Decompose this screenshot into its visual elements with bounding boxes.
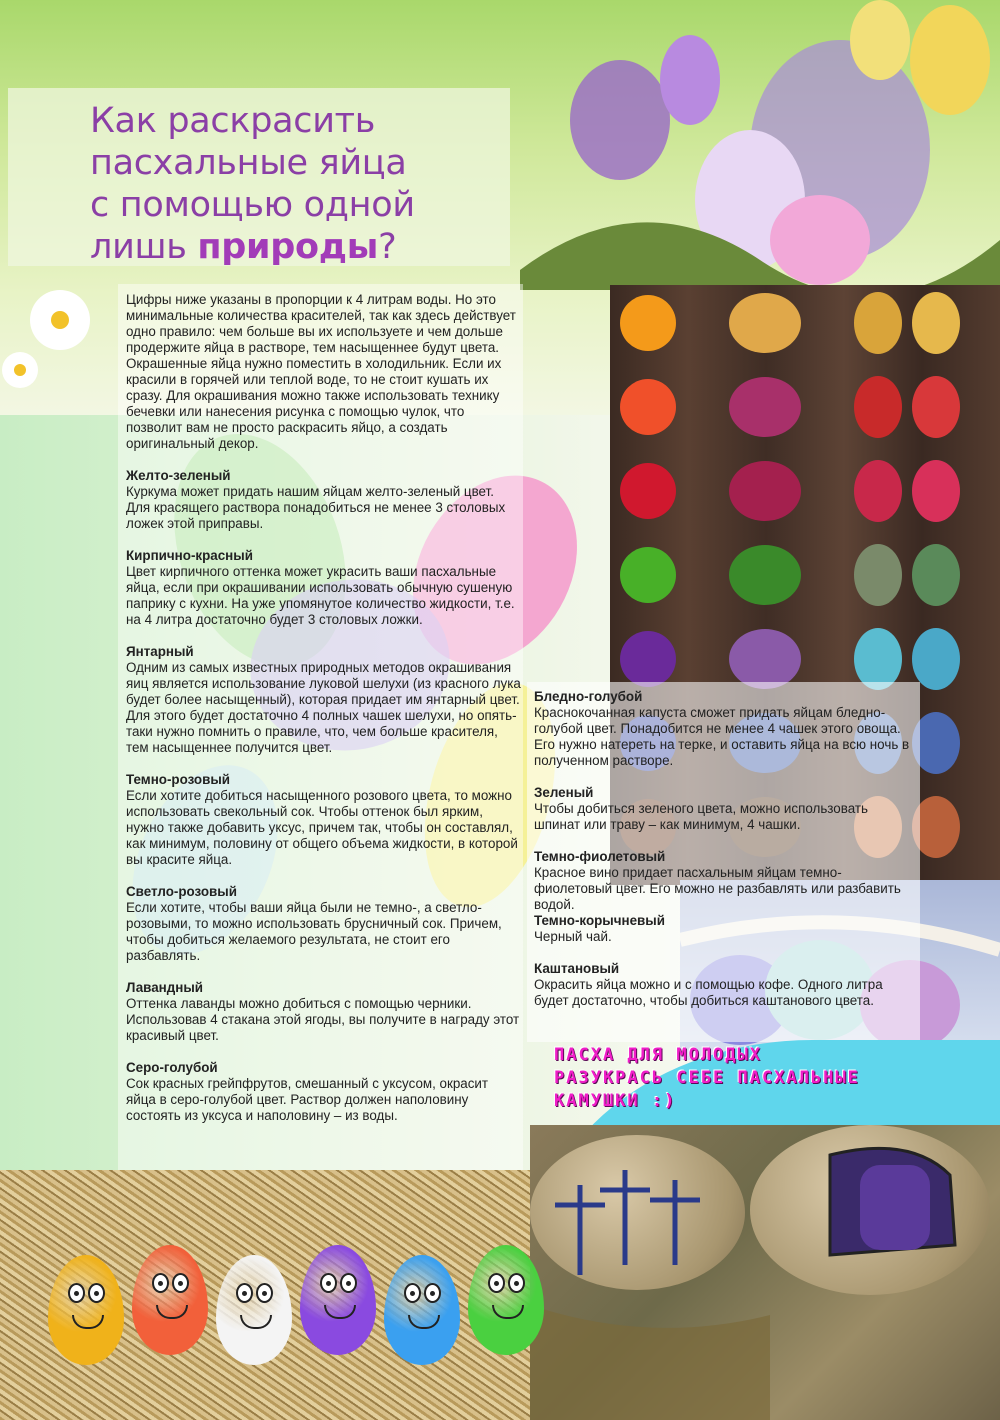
- left-heading: Серо-голубой: [126, 1060, 218, 1075]
- egg-pupil-icon: [242, 1291, 247, 1296]
- egg-mouth-icon: [408, 1315, 440, 1329]
- egg-pupil-icon: [326, 1281, 331, 1286]
- dyed-egg: [854, 460, 902, 522]
- dyed-egg: [912, 544, 960, 606]
- egg-pupil-icon: [178, 1281, 183, 1286]
- right-text: Краснокочанная капуста сможет придать яйцам бледно-голубой цвет. Понадобится не менее 4 чашек этого овоща. Его нужно натереть на терке, и оставить яйца на всю ночь в полученном растворе.: [534, 705, 910, 768]
- dyed-egg: [912, 292, 960, 354]
- dyed-egg: [854, 628, 902, 690]
- left-text: Если хотите, чтобы ваши яйца были не темно-, а светло-розовыми, то можно использовать брусничный сок. Причем, чтобы добиться желаемого результата, не стоит его разбавлять.: [126, 900, 502, 963]
- egg-eye-icon: [68, 1283, 85, 1303]
- egg-face: [300, 1245, 376, 1355]
- egg-mouth-icon: [72, 1315, 104, 1329]
- egg-pupil-icon: [494, 1281, 499, 1286]
- dye-ingredient: [729, 377, 801, 437]
- promo-line-2: РАЗУКРАСЬ СЕБЕ ПАСХАЛЬНЫЕ: [554, 1068, 860, 1088]
- egg-pupil-icon: [410, 1291, 415, 1296]
- egg-face: [216, 1255, 292, 1365]
- dyed-egg: [854, 292, 902, 354]
- right-heading: Темно-корычневый: [534, 913, 665, 928]
- left-heading: Лавандный: [126, 980, 204, 995]
- left-text: Если хотите добиться насыщенного розового цвета, то можно использовать свекольный сок. Чтобы оттенок был ярким, нужно также добавить уксус, причем так, чтобы он составлял, как минимум, половину от общего объема жидкости, в которой вы красите яйца.: [126, 788, 518, 867]
- egg-pupil-icon: [158, 1281, 163, 1286]
- left-text: Одним из самых известных природных методов окрашивания яиц является использование луковой шелухи (из красного лука будет более насыщенный), которая придает им янтарный цвет. Для этого будет достаточно 4 полных чашек шелухи, но опять-таки нужно помнить о правиле, что, чем больше красителя, тем насыщеннее получится цвет.: [126, 660, 521, 755]
- dyed-egg: [912, 628, 960, 690]
- dyed-egg: [912, 460, 960, 522]
- dye-jar: [620, 463, 676, 519]
- dye-ingredient: [729, 545, 801, 605]
- right-heading: Каштановый: [534, 961, 620, 976]
- egg-pupil-icon: [514, 1281, 519, 1286]
- right-text: Чтобы добиться зеленого цвета, можно использовать шпинат или траву – как минимум, 4 чашки.: [534, 801, 868, 832]
- egg-pupil-icon: [430, 1291, 435, 1296]
- egg-eye-icon: [236, 1283, 253, 1303]
- egg-mouth-icon: [240, 1315, 272, 1329]
- egg-mouth-icon: [492, 1305, 524, 1319]
- egg-face: [384, 1255, 460, 1365]
- left-text: Сок красных грейпфрутов, смешанный с уксусом, окрасит яйца в серо-голубой цвет. Раствор должен наполовину состоять из уксуса и наполовину – из воды.: [126, 1076, 489, 1123]
- title-line-4-prefix: лишь: [90, 227, 198, 267]
- dye-jar: [620, 379, 676, 435]
- dye-jar: [620, 547, 676, 603]
- egg-pupil-icon: [262, 1291, 267, 1296]
- dye-jar: [620, 295, 676, 351]
- title-line-4-bold: природы: [197, 227, 379, 267]
- right-heading: Темно-фиолетовый: [534, 849, 666, 864]
- egg-mouth-icon: [156, 1305, 188, 1319]
- title-line-2: пасхальные яйца: [90, 143, 407, 183]
- stone-drawings-icon: [530, 1125, 1000, 1420]
- right-text: Черный чай.: [534, 929, 612, 944]
- straw-egg-faces-photo: [0, 1170, 530, 1420]
- left-text: Оттенка лаванды можно добиться с помощью черники. Использовав 4 стакана этой ягоды, вы получите в награду этот красивый цвет.: [126, 996, 520, 1043]
- promo-text: [554, 1044, 914, 1113]
- egg-eye-icon: [256, 1283, 273, 1303]
- dyed-egg: [854, 376, 902, 438]
- promo-line-3: КАМУШКИ :): [554, 1091, 677, 1111]
- title-line-4-suffix: ?: [378, 227, 397, 267]
- dye-ingredient: [729, 629, 801, 689]
- egg-pupil-icon: [94, 1291, 99, 1296]
- spring-flowers-image: [520, 0, 1000, 290]
- daisy-flowers-image: [0, 260, 130, 415]
- egg-face: [48, 1255, 124, 1365]
- title-line-3: с помощью одной: [90, 185, 415, 225]
- egg-eye-icon: [172, 1273, 189, 1293]
- egg-eye-icon: [320, 1273, 337, 1293]
- right-text: Красное вино придает пасхальным яйцам темно-фиолетовый цвет. Его можно не разбавлять или разбавить водой.: [534, 865, 901, 912]
- egg-mouth-icon: [324, 1305, 356, 1319]
- dyed-egg: [854, 544, 902, 606]
- egg-eye-icon: [152, 1273, 169, 1293]
- right-column: [534, 689, 914, 1009]
- page-title: [90, 100, 510, 268]
- intro-paragraph: Цифры ниже указаны в пропорции к 4 литрам воды. Но это минимальные количества красителей, так как здесь действует одно правило: чем больше вы их используете и чем дольше продержите яйца в растворе, тем насыщеннее будут цвета. Окрашенные яйца нужно поместить в холодильник. Если их красили в горячей или теплой воде, то не стоит кушать их сразу. Для окрашивания можно также использовать технику бечевки или нанесения рисунка с помощью чулок, что позволит вам не просто раскрасить яйцо, а создать оригинальный декор.: [126, 292, 516, 451]
- title-line-1: Как раскрасить: [90, 101, 376, 141]
- right-text: Окрасить яйца можно и с помощью кофе. Одного литра будет достаточно, чтобы добиться каштанового цвета.: [534, 977, 883, 1008]
- right-heading: Бледно-голубой: [534, 689, 643, 704]
- left-heading: Кирпично-красный: [126, 548, 253, 563]
- left-heading: Темно-розовый: [126, 772, 230, 787]
- egg-eye-icon: [488, 1273, 505, 1293]
- egg-pupil-icon: [74, 1291, 79, 1296]
- egg-eye-icon: [404, 1283, 421, 1303]
- egg-eye-icon: [340, 1273, 357, 1293]
- egg-face: [132, 1245, 208, 1355]
- right-heading: Зеленый: [534, 785, 594, 800]
- left-column: [126, 292, 521, 1124]
- dye-jar: [620, 631, 676, 687]
- dye-ingredient: [729, 293, 801, 353]
- dyed-egg: [912, 376, 960, 438]
- painted-stones-photo: [530, 1125, 1000, 1420]
- egg-eye-icon: [424, 1283, 441, 1303]
- egg-eye-icon: [88, 1283, 105, 1303]
- left-text: Цвет кирпичного оттенка может украсить ваши пасхальные яйца, если при окрашивании использовать обычную сушеную паприку с кухни. На уже упомянутое количество жидкости, т.е. на 4 литра достаточно будет 3 столовых ложки.: [126, 564, 515, 627]
- egg-pupil-icon: [346, 1281, 351, 1286]
- left-heading: Янтарный: [126, 644, 194, 659]
- promo-line-1: ПАСХА ДЛЯ МОЛОДЫХ: [554, 1045, 762, 1065]
- dye-ingredient: [729, 461, 801, 521]
- left-text: Куркума может придать нашим яйцам желто-зеленый цвет. Для красящего раствора понадобиться не менее 3 столовых ложек этой приправы.: [126, 484, 506, 531]
- left-heading: Светло-розовый: [126, 884, 237, 899]
- left-heading: Желто-зеленый: [126, 468, 231, 483]
- egg-eye-icon: [508, 1273, 525, 1293]
